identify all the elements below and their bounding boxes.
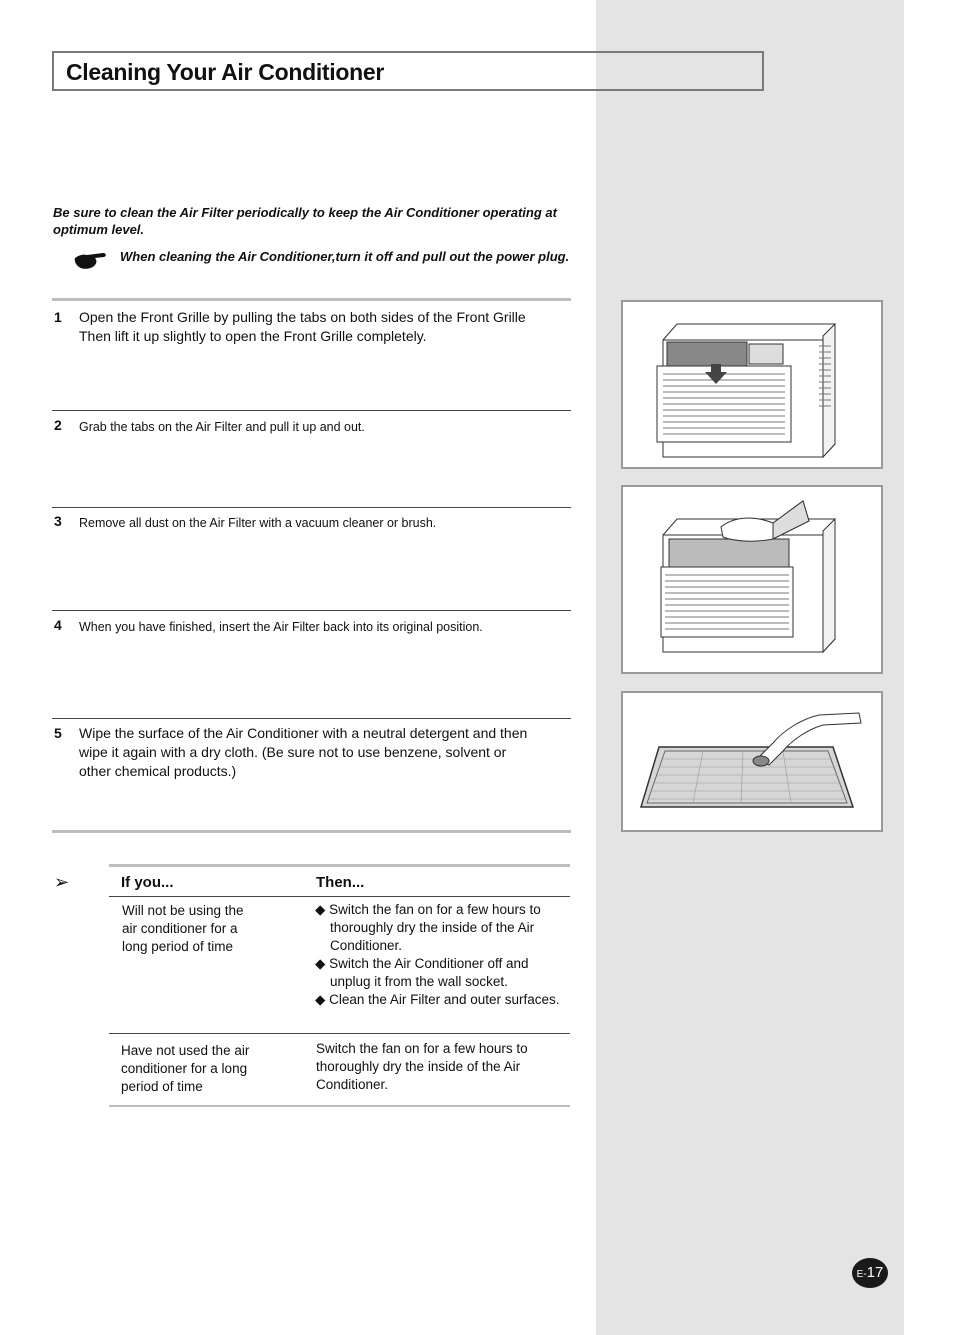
pointing-hand-icon [73,249,109,271]
table-bottom-rule [109,1105,570,1107]
cell-line: Conditioner. [330,938,403,953]
section-divider [52,298,571,301]
table-cell-then [315,901,560,1009]
table-header-rule [109,896,570,897]
title-box [52,51,764,91]
step-3-text: Remove all dust on the Air Filter with a vacuum cleaner or brush. [79,515,437,530]
step-number: 1 [54,309,62,325]
arrow-bullet-icon: ➢ [54,872,70,892]
table-cell-if [122,902,244,956]
intro-note: Be sure to clean the Air Filter periodically to keep the Air Conditioner operating at optimum level. [53,205,557,237]
cell-line: ◆ Clean the Air Filter and outer surfaces. [315,992,560,1007]
illustration-open-grille [621,300,883,469]
cell-line: unplug it from the wall socket. [330,974,508,989]
cell-line: Switch the fan on for a few hours to [316,1041,528,1056]
step-2-text: Grab the tabs on the Air Filter and pull it up and out. [79,419,365,434]
step-5-line: other chemical products.) [79,763,237,779]
step-divider [52,718,571,719]
page-prefix: E- [856,1269,867,1280]
step-1-text [79,308,569,346]
step-number: 3 [54,513,62,529]
table-cell-if [121,1042,249,1096]
cell-line: ◆ Switch the Air Conditioner off and [315,956,529,971]
step-1-line: Open the Front Grille by pulling the tabs on both sides of the Front Grille [79,309,526,325]
step-number: 5 [54,725,62,741]
table-row-rule [109,1033,570,1034]
step-divider [52,610,571,611]
cell-line: ◆ Switch the fan on for a few hours to [315,902,541,917]
cell-line: conditioner for a long [121,1061,248,1076]
table-header-then: Then... [316,874,365,891]
step-5-line: Wipe the surface of the Air Conditioner with a neutral detergent and then [79,725,528,741]
table-cell-then [316,1040,528,1094]
page-number: 17 [866,1264,884,1281]
step-divider [52,410,571,411]
step-1-line: Then lift it up slightly to open the Front Grille completely. [79,328,427,344]
table-top-rule [109,864,570,867]
cell-line: thoroughly dry the inside of the Air [316,1059,521,1074]
step-5-text [79,724,569,781]
step-5-line: wipe it again with a dry cloth. (Be sure not to use benzene, solvent or [79,744,507,760]
illustration-remove-filter [621,485,883,674]
step-number: 4 [54,617,62,633]
warning-note: When cleaning the Air Conditioner,turn it off and pull out the power plug. [120,249,570,264]
page-title: Cleaning Your Air Conditioner [66,59,384,85]
cell-line: long period of time [122,939,234,954]
illustration-vacuum-filter [621,691,883,832]
cell-line: air conditioner for a [122,921,238,936]
cell-line: thoroughly dry the inside of the Air [330,920,535,935]
step-divider [52,507,571,508]
cell-line: period of time [121,1079,203,1094]
cell-line: Have not used the air [121,1043,250,1058]
cell-line: Conditioner. [316,1077,389,1092]
step-number: 2 [54,417,62,433]
page-number-badge [852,1258,888,1288]
table-header-if: If you... [121,874,174,891]
section-divider [52,830,571,833]
cell-line: Will not be using the [122,903,244,918]
step-4-text: When you have finished, insert the Air Filter back into its original position. [79,619,483,634]
